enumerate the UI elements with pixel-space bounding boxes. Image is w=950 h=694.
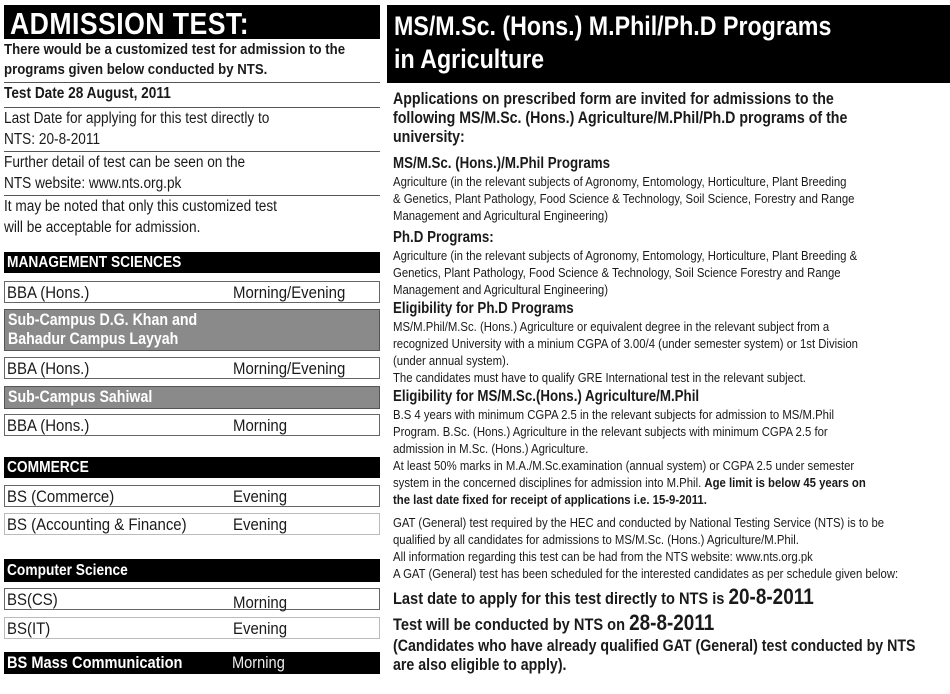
program-row: BS(IT) Evening bbox=[4, 617, 380, 639]
section-heading-computer-science: Computer Science bbox=[4, 559, 380, 582]
section-heading-management-sciences: MANAGEMENT SCIENCES bbox=[4, 252, 380, 273]
ms-eligibility-section: Eligibility for MS/M.Sc.(Hons.) Agriculture/M.Phil B.S 4 years with minimum CGPA 2.5 in the relevant subjects for admission to MS/M.Phil Program. B.Sc. (Hons.) Agriculture in the relevant subjects with minimum CGPA 2.5 for admission in M.Sc. (Hons.) Agriculture. At least 50% marks in M.A./M.Sc.examination (annual system) or CGPA 2.5 under semester system in the concerned disciplines for admission into M.Phil. Age limit is below 45 years on the last date fixed for receipt of applications i.e. 15-9-2011. bbox=[393, 388, 866, 507]
test-conducted-date: Test will be conducted by NTS on 28-8-2011 bbox=[393, 610, 715, 635]
ms-programs-heading: MS/M.Sc. (Hons.)/M.Phil Programs bbox=[393, 155, 611, 172]
phd-eligibility-heading: Eligibility for Ph.D Programs bbox=[393, 300, 574, 317]
phd-programs-heading: Ph.D Programs: bbox=[393, 229, 494, 246]
program-row: BBA (Hons.) Morning bbox=[4, 414, 380, 436]
gat-qualified-note: (Candidates who have already qualified GAT (General) test conducted by NTS are also eligible to apply). bbox=[393, 637, 916, 674]
subcampus-sahiwal: Sub-Campus Sahiwal bbox=[4, 386, 380, 409]
section-heading-commerce: COMMERCE bbox=[4, 457, 380, 478]
test-date-value: 28-8-2011 bbox=[629, 610, 715, 635]
age-limit-text: Age limit is below 45 years on bbox=[704, 475, 866, 490]
test-date: Test Date 28 August, 2011 bbox=[4, 82, 380, 104]
last-date-value: 20-8-2011 bbox=[728, 584, 814, 609]
ms-eligibility-heading: Eligibility for MS/M.Sc.(Hons.) Agriculture/M.Phil bbox=[393, 388, 700, 405]
program-row: BS (Accounting & Finance) Evening bbox=[4, 513, 380, 535]
ms-programs-section: MS/M.Sc. (Hons.)/M.Phil Programs Agriculture (in the relevant subjects of Agronomy, Entomology, Horticulture, Plant Breeding & Genetics, Plant Pathology, Food Science & Technology, Soil Science, Forestry and Range Management and Agricultural Engineering) bbox=[393, 155, 855, 223]
program-row: BS (Commerce) Evening bbox=[4, 485, 380, 507]
program-row: BBA (Hons.) Morning/Evening bbox=[4, 281, 380, 303]
gat-info-section: GAT (General) test required by the HEC and conducted by National Testing Service (NTS) is to be qualified by all candidates for admissions to MS/M.Sc. (Hons.) Agriculture/M.Phil. All information regarding this test can be had from the NTS website: www.nts.org.pk A GAT (General) test has been scheduled for the interested candidates as per schedule given below: bbox=[393, 515, 899, 581]
admission-test-title: ADMISSION TEST: bbox=[10, 6, 249, 41]
admission-test-title-bar bbox=[4, 5, 380, 39]
subcampus-dg-khan-layyah: Sub-Campus D.G. Khan and Bahadur Campus Layyah bbox=[4, 309, 380, 351]
program-row: BS(CS) Morning bbox=[4, 588, 380, 610]
admission-intro: There would be a customized test for admission to the programs given below conducted by NTS. bbox=[4, 41, 346, 78]
agriculture-title-bar: MS/M.Sc. (Hons.) M.Phil/Ph.D Programs in Agriculture bbox=[387, 5, 950, 83]
last-date-to-apply: Last date to apply for this test directly to NTS is 20-8-2011 bbox=[393, 584, 814, 609]
mass-communication-row: BS Mass Communication Morning bbox=[4, 652, 380, 674]
phd-eligibility-section: Eligibility for Ph.D Programs MS/M.Phil/M.Sc. (Hons.) Agriculture or equivalent degree in the relevant subject from a recognized University with a minium CGPA of 3.00/4 (under semester system) or 1st Division (under annual system). The candidates must have to qualify GRE International test in the relevant subject. bbox=[393, 300, 858, 385]
program-row: BBA (Hons.) Morning/Evening bbox=[4, 357, 380, 379]
further-detail-info: Further detail of test can be seen on the NTS website: www.nts.org.pk bbox=[4, 151, 380, 194]
last-date-info: Last Date for applying for this test directly to NTS: 20-8-2011 bbox=[4, 107, 380, 150]
acceptance-note: It may be noted that only this customized test will be acceptable for admission. bbox=[4, 195, 380, 238]
phd-programs-section: Ph.D Programs: Agriculture (in the relevant subjects of Agronomy, Entomology, Horticulture, Plant Breeding & Genetics, Plant Pathology, Food Science & Technology, Soil Science Forestry and Range Management and Agricultural Engineering) bbox=[393, 229, 858, 297]
applications-invited-lead: Applications on prescribed form are invited for admissions to the following MS/M.Sc. (Hons.) Agriculture/M.Phil/Ph.D programs of the university: bbox=[393, 90, 848, 146]
